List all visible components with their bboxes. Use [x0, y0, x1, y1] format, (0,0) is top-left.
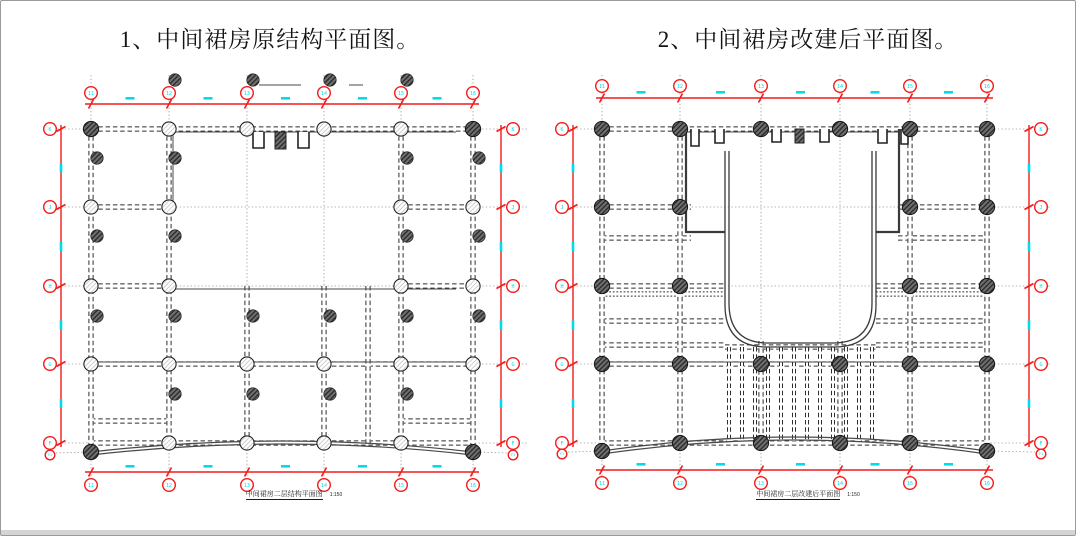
dimension-value	[60, 242, 63, 251]
axis-bubble	[507, 437, 520, 450]
dimension-value	[944, 91, 953, 94]
panel-title-original: 1、中间裙房原结构平面图。	[119, 27, 421, 52]
caption-rebuilt	[539, 490, 1076, 500]
existing-column-hatch	[318, 437, 331, 450]
upper-tower-column	[91, 230, 103, 242]
structural-column	[979, 121, 994, 136]
axis-label: H	[48, 283, 52, 290]
axis-bubble	[1036, 449, 1046, 459]
axis-bubble	[395, 87, 408, 100]
axis-label: F	[511, 440, 515, 447]
upper-tower-column	[169, 388, 181, 400]
wall-stub	[715, 129, 724, 143]
axis-label: H	[511, 283, 515, 290]
wall-stub	[691, 129, 699, 146]
axis-label: K	[48, 126, 52, 133]
existing-column-hatch	[85, 358, 98, 371]
axis-label: 14	[320, 482, 328, 489]
wall-stub	[820, 129, 829, 142]
existing-column-hatch	[241, 437, 254, 450]
existing-column-hatch	[163, 358, 176, 371]
axis-bubble	[44, 123, 57, 136]
dimension-value	[204, 97, 213, 100]
axis-label: 12	[676, 480, 684, 487]
structural-column	[594, 199, 609, 214]
upper-tower-column	[401, 388, 413, 400]
axis-bubble	[556, 201, 569, 214]
axis-bubble	[507, 280, 520, 293]
axis-label: 15	[397, 90, 405, 97]
upper-tower-column	[169, 310, 181, 322]
axis-label: K	[511, 126, 515, 133]
dimension-value	[871, 91, 880, 94]
existing-column-hatch	[395, 358, 408, 371]
axis-bubble	[85, 87, 98, 100]
opening-wall	[725, 151, 876, 347]
caption-text-original: 中间裙房二层结构平面图	[245, 491, 323, 498]
axis-label: G	[560, 361, 564, 368]
axis-label: F1	[510, 453, 516, 458]
wall-stub	[772, 129, 781, 142]
existing-column-hatch	[395, 280, 408, 293]
axis-label: G	[511, 361, 515, 368]
axis-label: J	[511, 204, 515, 211]
upper-tower-column	[473, 152, 485, 164]
upper-tower-column	[401, 152, 413, 164]
axis-bubble	[507, 201, 520, 214]
structural-column	[832, 121, 847, 136]
axis-label: F	[48, 440, 52, 447]
axis-label: 13	[243, 90, 251, 97]
structural-column	[594, 443, 609, 458]
opening-wall	[729, 151, 872, 343]
upper-tower-column	[401, 230, 413, 242]
existing-column-hatch	[241, 123, 254, 136]
axis-bubble	[904, 80, 917, 93]
structural-column	[753, 435, 768, 450]
axis-bubble	[507, 123, 520, 136]
walls	[686, 129, 899, 347]
dimension-value	[637, 463, 646, 466]
axis-label: G	[48, 361, 52, 368]
axis-label: 11	[87, 90, 95, 97]
existing-column-hatch	[395, 123, 408, 136]
existing-column-hatch	[318, 123, 331, 136]
dimension-value	[204, 465, 213, 468]
dimension-value	[572, 399, 575, 408]
axis-bubble	[1035, 201, 1048, 214]
existing-column-hatch	[163, 437, 176, 450]
upper-tower-column	[91, 152, 103, 164]
axis-bubble	[163, 87, 176, 100]
axis-label: 15	[906, 480, 914, 487]
axis-label: G	[1039, 361, 1043, 368]
dimension-value	[500, 242, 503, 251]
axis-label: 16	[983, 480, 991, 487]
axis-bubble	[318, 87, 331, 100]
structural-column	[832, 356, 847, 371]
upper-tower-column	[169, 152, 181, 164]
dimension-value	[433, 97, 442, 100]
wall-stub-hatched	[795, 129, 804, 143]
caption-scale-rebuilt: 1:150	[847, 492, 860, 498]
dimension-value	[572, 321, 575, 330]
axis-bubble	[755, 80, 768, 93]
upper-tower-column	[247, 74, 259, 86]
wall	[876, 129, 899, 232]
axis-bubble	[507, 358, 520, 371]
structural-column	[979, 356, 994, 371]
axis-label: 14	[836, 83, 844, 90]
axis-label: 16	[983, 83, 991, 90]
panel-title-rebuilt: 2、中间裙房改建后平面图。	[657, 27, 959, 52]
axis-bubble	[596, 80, 609, 93]
existing-column-hatch	[163, 280, 176, 293]
structural-column	[902, 199, 917, 214]
dimension-value	[1028, 399, 1031, 408]
caption-scale-original: 1:150	[329, 492, 343, 498]
axis-label: F1	[1038, 452, 1044, 457]
original-structure-plan-drawing	[1, 1, 539, 536]
axis-bubble	[755, 477, 768, 490]
dimension-value	[60, 399, 63, 408]
upper-tower-column	[91, 310, 103, 322]
structural-column	[465, 444, 480, 459]
upper-tower-column	[324, 388, 336, 400]
axis-label: 13	[243, 482, 251, 489]
axis-label: 14	[320, 90, 328, 97]
axis-label: F1	[559, 452, 565, 457]
structural-column	[902, 435, 917, 450]
structural-column	[672, 356, 687, 371]
structural-column	[832, 435, 847, 450]
structural-column	[753, 356, 768, 371]
axis-bubble	[557, 449, 567, 459]
structural-column	[753, 121, 768, 136]
dimension-value	[1028, 321, 1031, 330]
wall-stub	[298, 132, 309, 148]
upper-tower-column	[324, 310, 336, 322]
structural-column	[672, 121, 687, 136]
beams	[599, 126, 990, 451]
axis-bubble	[834, 477, 847, 490]
dimension-value	[1028, 242, 1031, 251]
dimension-value	[796, 91, 805, 94]
structural-column	[594, 278, 609, 293]
axis-label: 11	[598, 83, 606, 90]
axis-label: 12	[676, 83, 684, 90]
dimension-value	[572, 242, 575, 251]
axis-bubble	[45, 450, 55, 460]
existing-column-hatch	[163, 201, 176, 214]
axis-bubble	[44, 280, 57, 293]
structural-column	[594, 356, 609, 371]
axis-label: F	[560, 440, 564, 447]
existing-column-hatch	[395, 201, 408, 214]
dimension-value	[500, 321, 503, 330]
axis-bubble	[1035, 123, 1048, 136]
upper-tower-column	[169, 230, 181, 242]
structural-column	[672, 199, 687, 214]
dimension-value	[716, 91, 725, 94]
axis-bubble	[1035, 437, 1048, 450]
dimension-value	[60, 164, 63, 173]
axis-label: 12	[165, 482, 173, 489]
caption-original	[1, 490, 563, 500]
dimension-value	[281, 465, 290, 468]
upper-tower-column	[473, 310, 485, 322]
axis-bubble	[241, 87, 254, 100]
axis-label: 12	[165, 90, 173, 97]
axis-label: 13	[757, 83, 765, 90]
axis-bubble	[981, 80, 994, 93]
existing-column-hatch	[163, 123, 176, 136]
dimension-value	[500, 164, 503, 173]
panel-original-plan	[1, 1, 539, 536]
wall-stub-hatched	[275, 132, 286, 149]
dimension-value	[358, 97, 367, 100]
axis-label: J	[560, 204, 564, 211]
upper-tower-column	[401, 74, 413, 86]
dimension-value	[126, 465, 135, 468]
structural-column	[672, 278, 687, 293]
structural-column	[465, 121, 480, 136]
panel-rebuilt-plan	[539, 1, 1076, 536]
axis-label: 11	[87, 482, 95, 489]
existing-column-hatch	[241, 358, 254, 371]
upper-tower-column	[324, 74, 336, 86]
structural-column	[902, 356, 917, 371]
dimension-value	[637, 91, 646, 94]
window-bottom-edge	[1, 530, 1075, 535]
structural-column	[979, 199, 994, 214]
existing-column-hatch	[395, 437, 408, 450]
structural-column	[83, 444, 98, 459]
axis-bubble	[1035, 358, 1048, 371]
dimension-value	[1028, 164, 1031, 173]
dimension-value	[281, 97, 290, 100]
axis-bubble	[508, 450, 518, 460]
axis-label: 13	[757, 480, 765, 487]
dimension-value	[126, 97, 135, 100]
rebuilt-structure-plan-drawing	[539, 1, 1076, 536]
upper-tower-column	[247, 310, 259, 322]
existing-column-hatch	[467, 358, 480, 371]
structural-column	[672, 435, 687, 450]
axis-bubble	[44, 358, 57, 371]
wall-stub	[878, 129, 887, 143]
axis-label: J	[48, 204, 52, 211]
axis-bubble	[556, 437, 569, 450]
caption-text-rebuilt: 中间裙房二层改建后平面图	[756, 491, 841, 498]
axis-bubble	[596, 477, 609, 490]
axis-bubble	[674, 80, 687, 93]
axis-label: H	[1039, 283, 1043, 290]
structural-column	[902, 278, 917, 293]
dimension-value	[60, 321, 63, 330]
axis-label: K	[560, 126, 564, 133]
upper-tower-column	[247, 388, 259, 400]
axis-label: F	[1039, 440, 1043, 447]
axis-bubble	[981, 477, 994, 490]
structural-column	[979, 443, 994, 458]
axis-bubble	[674, 477, 687, 490]
dimension-value	[500, 399, 503, 408]
axis-label: 16	[469, 90, 477, 97]
solid-lines	[602, 132, 987, 362]
dimension-value	[358, 465, 367, 468]
dimension-value	[716, 463, 725, 466]
upper-tower-column	[473, 230, 485, 242]
wall-stubs	[253, 132, 309, 149]
upper-tower-column	[401, 310, 413, 322]
axis-bubble	[1035, 280, 1048, 293]
upper-tower-column	[169, 74, 181, 86]
existing-column-hatch	[85, 201, 98, 214]
axis-bubble	[556, 280, 569, 293]
structural-column	[594, 121, 609, 136]
existing-column-hatch	[467, 280, 480, 293]
axis-bubble	[834, 80, 847, 93]
axis-label: H	[560, 283, 564, 290]
axis-bubble	[44, 201, 57, 214]
wall-stub	[253, 132, 264, 148]
structural-column	[902, 121, 917, 136]
axis-bubble	[556, 123, 569, 136]
dimension-value	[944, 463, 953, 466]
axis-bubble	[904, 477, 917, 490]
existing-column-hatch	[467, 201, 480, 214]
existing-column-hatch	[85, 280, 98, 293]
axis-label: J	[1039, 204, 1043, 211]
axis-label: 14	[836, 480, 844, 487]
axis-bubble	[556, 358, 569, 371]
axis-label: 16	[469, 482, 477, 489]
dimension-value	[871, 463, 880, 466]
axis-label: 15	[906, 83, 914, 90]
axis-label: 11	[598, 480, 606, 487]
existing-column-hatch	[318, 358, 331, 371]
axis-label: K	[1039, 126, 1043, 133]
axis-bubble	[467, 87, 480, 100]
axis-label: F1	[47, 453, 53, 458]
axis-label: 15	[397, 482, 405, 489]
dimension-value	[572, 164, 575, 173]
dimension-value	[796, 463, 805, 466]
dimension-value	[433, 465, 442, 468]
structural-column	[83, 121, 98, 136]
axis-bubble	[44, 437, 57, 450]
structural-column	[979, 278, 994, 293]
